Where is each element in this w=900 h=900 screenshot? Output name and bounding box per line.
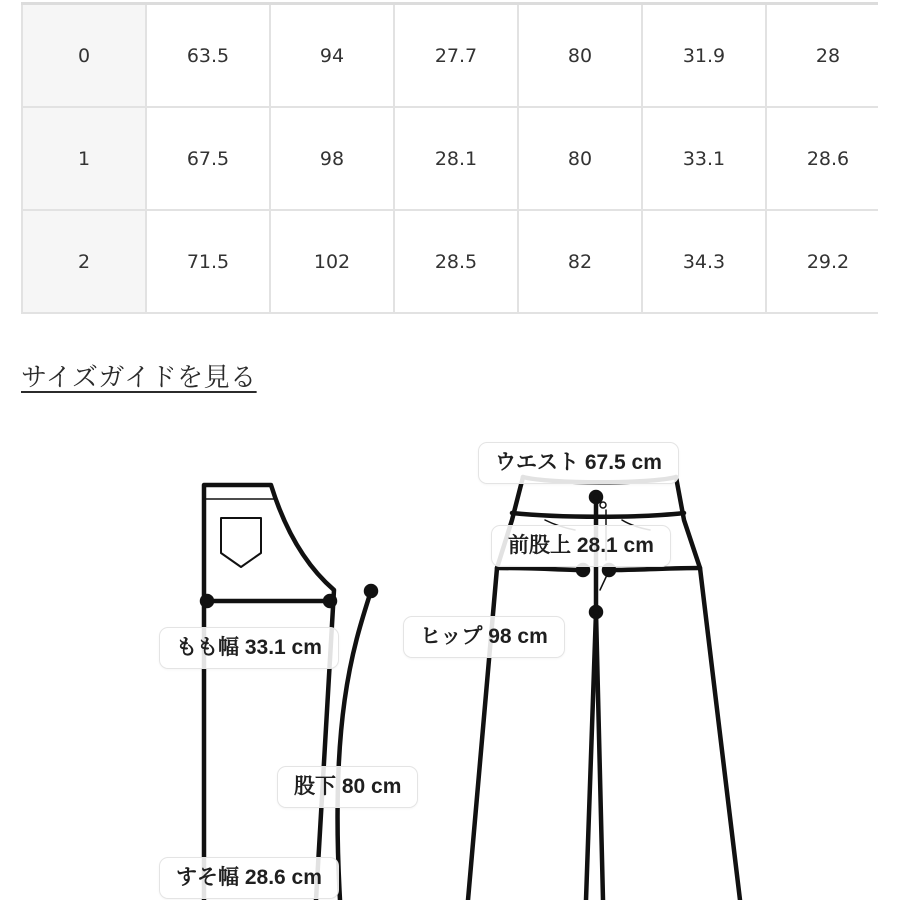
side-view-pants-icon bbox=[202, 485, 376, 900]
front-rise-label: 前股上 28.1 cm bbox=[491, 525, 671, 567]
inseam-cell: 80 bbox=[518, 4, 642, 108]
size-table bbox=[21, 2, 891, 314]
hem-cell: 28.6 bbox=[766, 107, 890, 210]
front-rise-cell: 28.5 bbox=[394, 210, 518, 313]
hem-cell: 28 bbox=[766, 4, 890, 108]
inseam-cell: 82 bbox=[518, 210, 642, 313]
size-cell: 1 bbox=[22, 107, 146, 210]
hip-label: ヒップ 98 cm bbox=[403, 616, 565, 658]
size-cell: 0 bbox=[22, 4, 146, 108]
hip-cell: 94 bbox=[270, 4, 394, 108]
thigh-cell: 34.3 bbox=[642, 210, 766, 313]
waist-label: ウエスト 67.5 cm bbox=[478, 442, 679, 484]
front-rise-cell: 27.7 bbox=[394, 4, 518, 108]
waist-cell: 67.5 bbox=[146, 107, 270, 210]
size-cell: 2 bbox=[22, 210, 146, 313]
hem-width-label: すそ幅 28.6 cm bbox=[159, 857, 339, 899]
thigh-width-label: もも幅 33.1 cm bbox=[159, 627, 339, 669]
inseam-cell: 80 bbox=[518, 107, 642, 210]
hip-cell: 102 bbox=[270, 210, 394, 313]
table-row bbox=[22, 107, 890, 210]
waist-cell: 63.5 bbox=[146, 4, 270, 108]
front-rise-cell: 28.1 bbox=[394, 107, 518, 210]
hip-cell: 98 bbox=[270, 107, 394, 210]
inseam-label: 股下 80 cm bbox=[277, 766, 418, 808]
table-row bbox=[22, 210, 890, 313]
size-guide-link[interactable]: サイズガイドを見る bbox=[21, 363, 257, 393]
table-row bbox=[22, 4, 890, 108]
thigh-cell: 31.9 bbox=[642, 4, 766, 108]
pants-measurement-diagram bbox=[0, 420, 900, 900]
pants-illustration bbox=[0, 420, 900, 900]
waist-cell: 71.5 bbox=[146, 210, 270, 313]
table-scroll-edge bbox=[878, 0, 900, 320]
hem-cell: 29.2 bbox=[766, 210, 890, 313]
thigh-cell: 33.1 bbox=[642, 107, 766, 210]
